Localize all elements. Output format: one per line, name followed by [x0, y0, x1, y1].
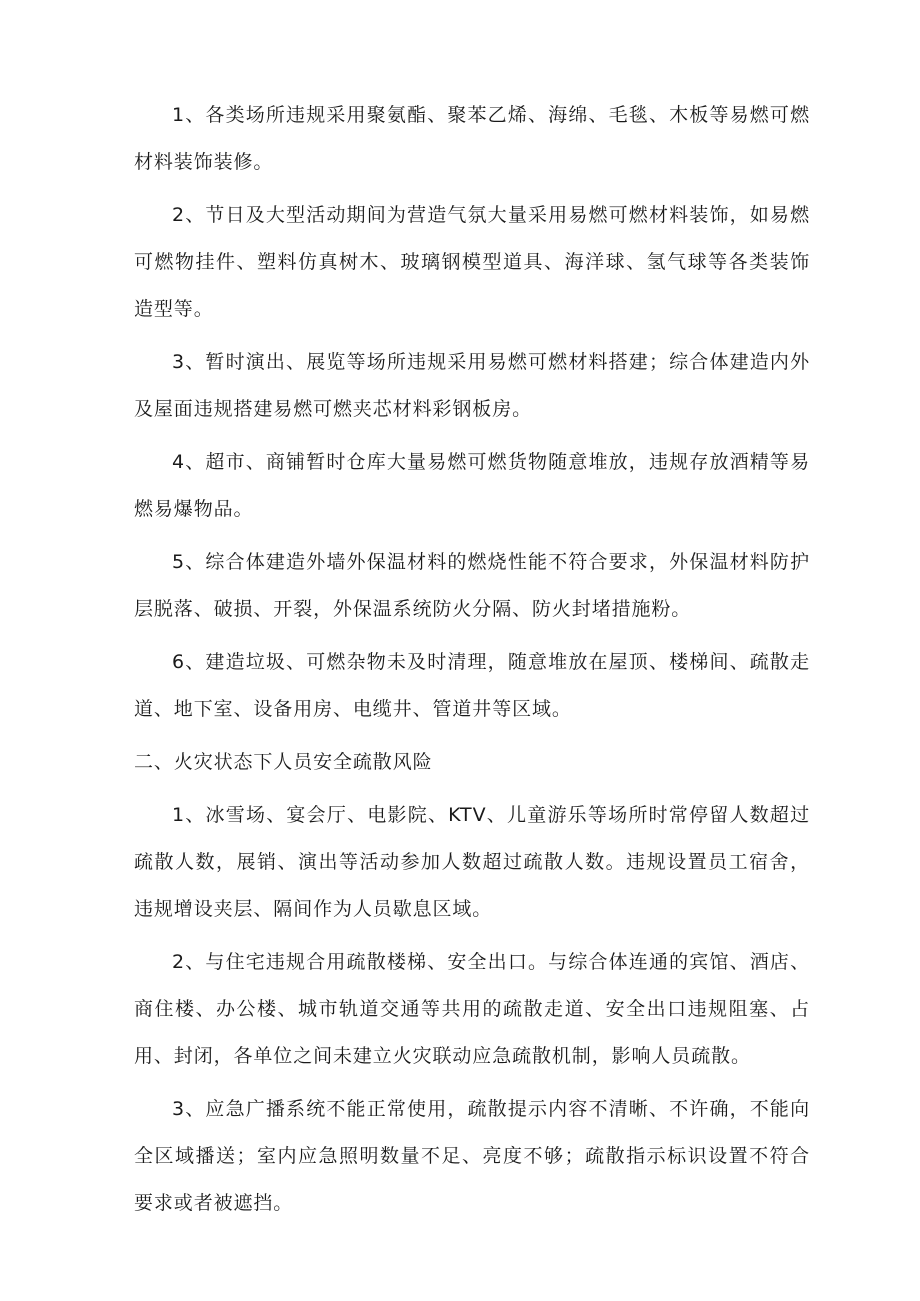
paragraph-item-7: 1、冰雪场、宴会厅、电影院、KTV、儿童游乐等场所时常停留人数超过疏散人数，展销、演出等活动参加人数超过疏散人数。违规设置员工宿舍，违规增设夹层、隔间作为人员歇息区域。	[134, 804, 810, 920]
paragraph-item-1: 1、各类场所违规采用聚氨酯、聚苯乙烯、海绵、毛毯、木板等易燃可燃材料装饰装修。	[134, 104, 810, 173]
section-heading: 二、火灾状态下人员安全疏散风险	[134, 751, 433, 773]
paragraph-item-9: 3、应急广播系统不能正常使用，疏散提示内容不清晰、不许确，不能向全区域播送；室内应急照明数量不足、亮度不够；疏散指示标识设置不符合要求或者被遮挡。	[134, 1098, 810, 1214]
paragraph-item-6: 6、建造垃圾、可燃杂物未及时清理，随意堆放在屋顶、楼梯间、疏散走道、地下室、设备用房、电缆井、管道井等区域。	[134, 651, 810, 720]
document-page	[134, 92, 810, 1227]
paragraph-item-8: 2、与住宅违规合用疏散楼梯、安全出口。与综合体连通的宾馆、酒店、商住楼、办公楼、城市轨道交通等共用的疏散走道、安全出口违规阻塞、占用、封闭，各单位之间未建立火灾联动应急疏散机制，影响人员疏散。	[134, 951, 810, 1067]
paragraph-item-2: 2、节日及大型活动期间为营造气氛大量采用易燃可燃材料装饰，如易燃可燃物挂件、塑料仿真树木、玻璃钢模型道具、海洋球、氢气球等各类装饰造型等。	[134, 204, 810, 320]
paragraph-item-4: 4、超市、商铺暂时仓库大量易燃可燃货物随意堆放，违规存放酒精等易燃易爆物品。	[134, 451, 810, 520]
paragraph-item-3: 3、暂时演出、展览等场所违规采用易燃可燃材料搭建；综合体建造内外及屋面违规搭建易燃可燃夹芯材料彩钢板房。	[134, 351, 810, 420]
paragraph-item-5: 5、综合体建造外墙外保温材料的燃烧性能不符合要求，外保温材料防护层脱落、破损、开裂，外保温系统防火分隔、防火封堵措施粉。	[134, 551, 810, 620]
